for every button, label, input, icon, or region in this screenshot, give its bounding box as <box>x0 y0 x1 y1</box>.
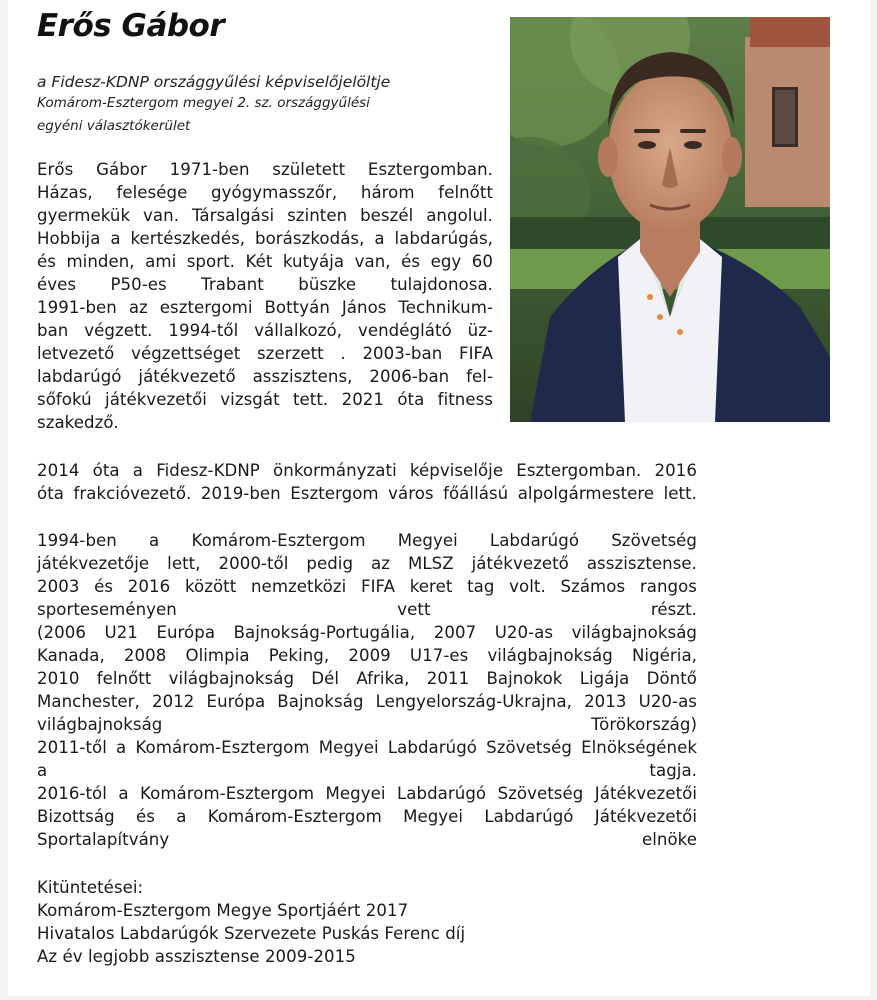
football-line: játékvezetője lett, 2000-től pedig az MLSZ játékvezető asszisztense. <box>37 554 697 573</box>
award-item: Hivatalos Labdarúgók Szervezete Puskás Ferenc díj <box>37 924 466 943</box>
football-paragraph <box>37 529 697 851</box>
candidate-name: Erős Gábor <box>37 8 225 44</box>
award-item: Az év legjobb asszisztense 2009-2015 <box>37 947 356 966</box>
football-line: a tagja. <box>37 761 697 780</box>
bio-line: éves P50-es Trabant büszke tulajdonosa. <box>37 275 493 294</box>
candidate-photo <box>510 17 830 422</box>
bio-intro <box>37 158 493 434</box>
bio-line: és minden, ami sport. Két kutyája van, és egy 60 <box>37 252 493 271</box>
football-line: 1994-ben a Komárom-Esztergom Megyei Labdarúgó Szövetség <box>37 531 697 550</box>
football-line: 2010 felnőtt világbajnokság Dél Afrika, 2011 Bajnokok Ligája Döntő <box>37 669 697 688</box>
district-line-2: egyéni választókerület <box>37 118 191 134</box>
football-line: sporteseményen vett részt. <box>37 600 697 619</box>
football-line: Sportalapítvány elnöke <box>37 830 697 849</box>
bio-line: sőfokú játékvezetői vizsgát tett. 2021 óta fitness <box>37 390 493 409</box>
bio-line: gyermekük van. Társalgási szinten beszél angolul. <box>37 206 493 225</box>
bio-line: szakedző. <box>37 413 119 432</box>
candidate-subtitle: a Fidesz-KDNP országgyűlési képviselőjelöltje <box>37 73 391 91</box>
football-line: 2011-től a Komárom-Esztergom Megyei Labdarúgó Szövetség Elnökségének <box>37 738 697 757</box>
bio-line: letvezető végzettséget szerzett . 2003-ban FIFA <box>37 344 493 363</box>
politics-paragraph <box>37 459 697 505</box>
football-line: Bizottság és a Komárom-Esztergom Megyei Labdarúgó Játékvezetői <box>37 807 697 826</box>
district-line-1: Komárom-Esztergom megyei 2. sz. országgyűlési <box>37 95 370 111</box>
profile-page <box>8 0 870 996</box>
bio-line: Hobbija a kertészkedés, borászkodás, a labdarúgás, <box>37 229 493 248</box>
bio-line: labdarúgó játékvezető asszisztens, 2006-ban fel- <box>37 367 493 386</box>
bio-line: ban végzett. 1994-től vállalkozó, vendéglátó üz- <box>37 321 493 340</box>
football-line: 2016-tól a Komárom-Esztergom Megyei Labdarúgó Szövetség Játékvezetői <box>37 784 697 803</box>
bio-line: Erős Gábor 1971-ben született Esztergomban. <box>37 160 493 179</box>
award-item: Komárom-Esztergom Megye Sportjáért 2017 <box>37 901 409 920</box>
bio-line: 1991-ben az esztergomi Bottyán János Technikum- <box>37 298 493 317</box>
football-line: Manchester, 2012 Európa Bajnokság Lengyelország-Ukrajna, 2013 U20-as <box>37 692 697 711</box>
football-line: Kanada, 2008 Olimpia Peking, 2009 U17-es világbajnokság Nigéria, <box>37 646 697 665</box>
awards-list <box>37 876 697 968</box>
football-line: világbajnokság Törökország) <box>37 715 697 734</box>
football-line: 2003 és 2016 között nemzetközi FIFA keret tag volt. Számos rangos <box>37 577 697 596</box>
bio-line: Házas, felesége gyógymasszőr, három felnőtt <box>37 183 493 202</box>
politics-line: óta frakcióvezető. 2019-ben Esztergom város főállású alpolgármestere lett. <box>37 484 697 503</box>
awards-heading: Kitüntetései: <box>37 878 144 897</box>
football-line: (2006 U21 Európa Bajnokság-Portugália, 2007 U20-as világbajnokság <box>37 623 697 642</box>
politics-line: 2014 óta a Fidesz-KDNP önkormányzati képviselője Esztergomban. 2016 <box>37 461 697 480</box>
